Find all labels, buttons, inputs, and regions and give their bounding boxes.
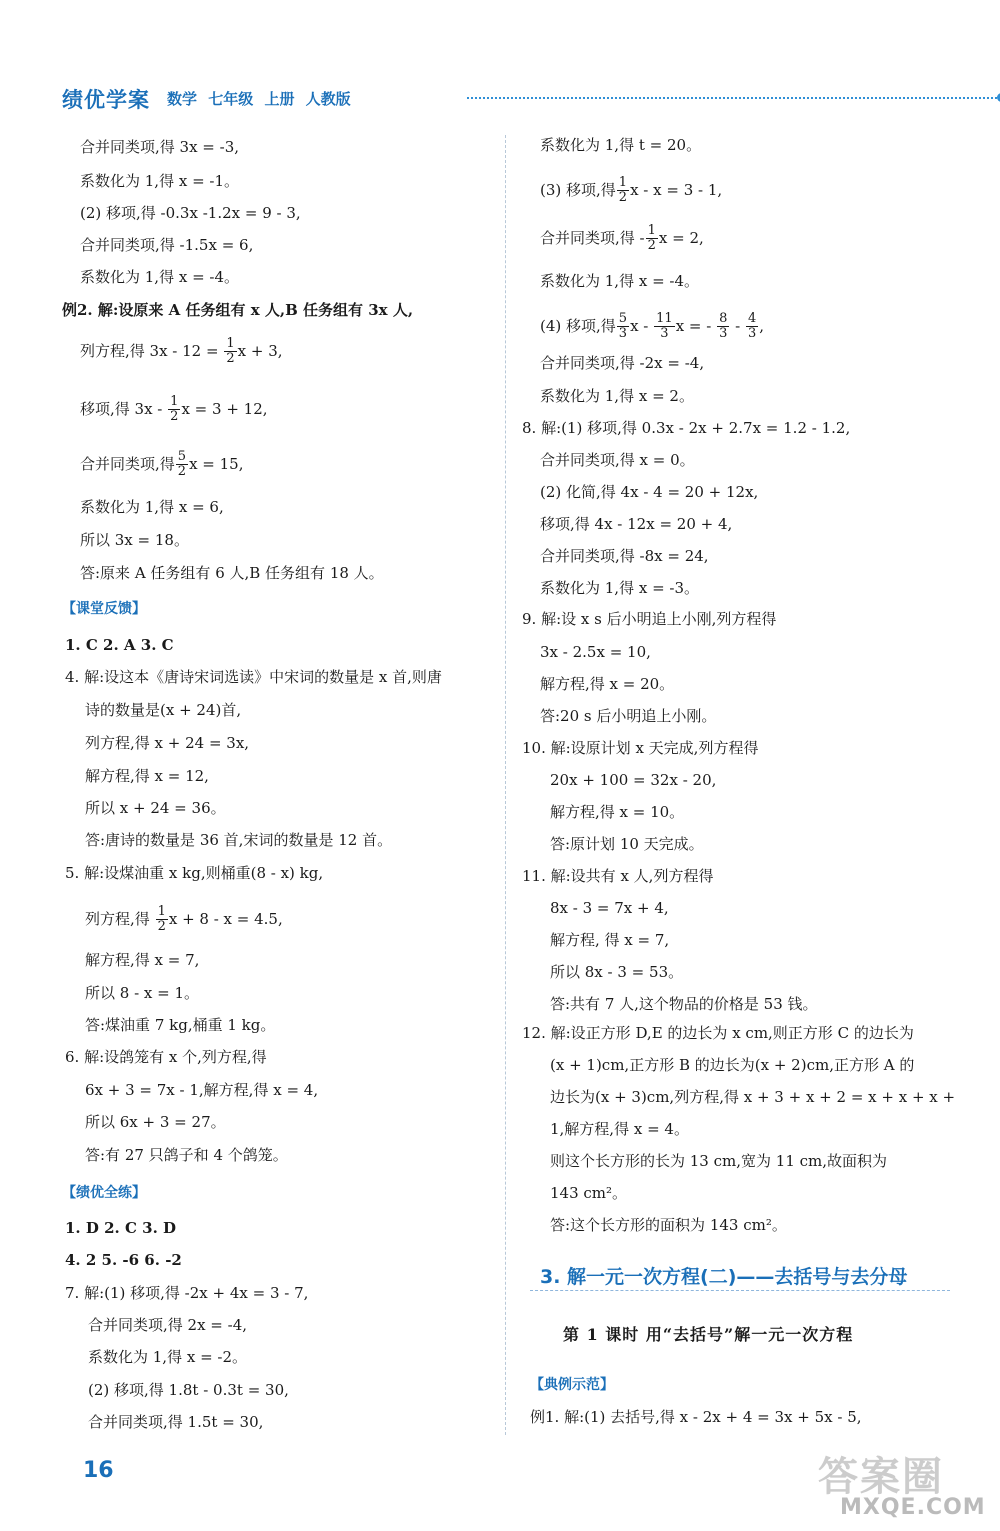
header-subtitle: 数学 七年级 上册 人教版 [167, 90, 351, 108]
text-line: 系数化为 1,得 t = 20。 [540, 136, 702, 154]
fraction-numerator: 11 [656, 311, 673, 326]
text-line: 1,解方程,得 x = 4。 [550, 1120, 689, 1138]
text-line: 答:20 s 后小明追上小刚。 [540, 707, 717, 725]
text-line: 143 cm²。 [550, 1184, 628, 1202]
text-line: (2) 移项,得 1.8t - 0.3t = 30, [88, 1381, 289, 1399]
watermark-text: 答案圈 [818, 1454, 944, 1500]
text-line: 7. 解:(1) 移项,得 -2x + 4x = 3 - 7, [65, 1284, 309, 1302]
text-fragment: 列方程,得 3x - 12 = [80, 341, 224, 360]
text-line: 系数化为 1,得 x = -4。 [540, 272, 700, 290]
answer-line: 1. D 2. C 3. D [65, 1219, 177, 1237]
equation-line [540, 224, 704, 254]
fraction [646, 224, 658, 254]
page-header [62, 84, 952, 114]
fraction-numerator: 5 [618, 311, 628, 326]
text-line: 移项,得 4x - 12x = 20 + 4, [540, 515, 733, 533]
answer-line: 1. C 2. A 3. C [65, 636, 174, 654]
text-line: 5. 解:设煤油重 x kg,则桶重(8 - x) kg, [65, 864, 324, 882]
section-3-underline [530, 1290, 950, 1291]
text-line: 合并同类项,得 -8x = 24, [540, 547, 709, 565]
fraction-denominator: 3 [618, 326, 628, 342]
equation-line [85, 905, 283, 935]
header-dotted-rule [467, 97, 997, 99]
fraction-denominator: 2 [647, 238, 656, 254]
fraction-denominator: 2 [177, 464, 187, 480]
text-fragment: x + 3, [237, 341, 283, 360]
fraction-denominator: 3 [719, 326, 728, 342]
text-line: 例1. 解:(1) 去括号,得 x - 2x + 4 = 3x + 5x - 5, [530, 1408, 862, 1426]
text-fragment: x - x = 3 - 1, [630, 180, 723, 199]
fraction [746, 312, 758, 342]
fraction [168, 395, 180, 425]
fraction-numerator: 4 [748, 311, 757, 326]
fraction [654, 312, 675, 342]
fraction [176, 450, 188, 480]
fraction-numerator: 5 [177, 449, 187, 464]
text-line: 所以 6x + 3 = 27。 [85, 1113, 226, 1131]
text-line: 合并同类项,得 3x = -3, [80, 138, 240, 156]
fraction-numerator: 1 [647, 223, 656, 238]
text-fragment: (4) 移项,得 [540, 316, 616, 335]
text-fragment: (3) 移项,得 [540, 180, 616, 199]
text-line: 解方程,得 x = 10。 [550, 803, 685, 821]
text-line: 系数化为 1,得 x = -4。 [80, 268, 240, 286]
fraction [617, 312, 629, 342]
text-line: 边长为(x + 3)cm,列方程,得 x + 3 + x + 2 = x + x + x + [550, 1088, 956, 1106]
fraction-numerator: 1 [170, 394, 179, 409]
text-line: 答:煤油重 7 kg,桶重 1 kg。 [85, 1016, 276, 1034]
equation-line [540, 312, 764, 342]
text-line: 11. 解:设共有 x 人,列方程得 [522, 867, 714, 885]
text-line: 系数化为 1,得 x = 2。 [540, 387, 694, 405]
section-3-title: 3. 解一元一次方程(二)——去括号与去分母 [540, 1266, 908, 1288]
text-fragment: 合并同类项,得 [80, 454, 175, 473]
fraction-denominator: 3 [660, 326, 669, 342]
text-line: 合并同类项,得 x = 0。 [540, 451, 695, 469]
text-fragment: x - [630, 316, 654, 335]
text-line: 合并同类项,得 -2x = -4, [540, 354, 705, 372]
text-line: (x + 1)cm,正方形 B 的边长为(x + 2)cm,正方形 A 的 [550, 1056, 915, 1074]
text-fragment: x = 15, [189, 454, 244, 473]
fraction [224, 337, 236, 367]
text-line: 答:这个长方形的面积为 143 cm²。 [550, 1216, 787, 1234]
lesson-title: 第 1 课时 用“去括号”解一元一次方程 [563, 1325, 854, 1344]
text-line: 答:有 27 只鸽子和 4 个鸽笼。 [85, 1146, 288, 1164]
page-number: 16 [83, 1458, 114, 1483]
text-line: 答:唐诗的数量是 36 首,宋词的数量是 12 首。 [85, 831, 393, 849]
text-fragment: 列方程,得 [85, 909, 150, 928]
text-line: 则这个长方形的长为 13 cm,宽为 11 cm,故面积为 [550, 1152, 888, 1170]
text-fragment: - [730, 316, 745, 335]
text-line: 合并同类项,得 -1.5x = 6, [80, 236, 254, 254]
text-line: 列方程,得 x + 24 = 3x, [85, 734, 250, 752]
text-line: 系数化为 1,得 x = -3。 [540, 579, 700, 597]
text-line: (2) 化简,得 4x - 4 = 20 + 12x, [540, 483, 759, 501]
fraction-denominator: 2 [170, 409, 179, 425]
brand-logo: 绩优学案 [62, 88, 150, 112]
text-fragment: 移项,得 3x - [80, 399, 168, 418]
text-fragment: x = 2, [658, 228, 704, 247]
fraction-numerator: 1 [226, 336, 235, 351]
text-line: (2) 移项,得 -0.3x -1.2x = 9 - 3, [80, 204, 301, 222]
fraction-denominator: 2 [157, 919, 166, 935]
text-line: 4. 解:设这本《唐诗宋词选读》中宋词的数量是 x 首,则唐 [65, 668, 442, 686]
fraction-denominator: 2 [226, 351, 235, 367]
text-line: 合并同类项,得 1.5t = 30, [88, 1413, 264, 1431]
fraction-numerator: 1 [157, 904, 166, 919]
text-line: 系数化为 1,得 x = -2。 [88, 1348, 248, 1366]
text-line: 诗的数量是(x + 24)首, [85, 701, 242, 719]
text-fragment: x + 8 - x = 4.5, [168, 909, 283, 928]
text-line: 解方程, 得 x = 7, [550, 931, 670, 949]
text-line: 系数化为 1,得 x = 6, [80, 498, 224, 516]
text-line: 答:原计划 10 天完成。 [550, 835, 704, 853]
section-typical-examples: 【典例示范】 [530, 1377, 614, 1393]
equation-line [80, 395, 268, 425]
text-line: 答:原来 A 任务组有 6 人,B 任务组有 18 人。 [80, 564, 384, 582]
text-fragment: x = 3 + 12, [181, 399, 268, 418]
fraction [617, 176, 629, 206]
text-line: 6. 解:设鸽笼有 x 个,列方程,得 [65, 1048, 267, 1066]
text-line: 12. 解:设正方形 D,E 的边长为 x cm,则正方形 C 的边长为 [522, 1024, 914, 1042]
text-fragment: , [759, 316, 765, 335]
equation-line [80, 337, 283, 367]
text-line: 所以 3x = 18。 [80, 531, 189, 549]
text-line: 6x + 3 = 7x - 1,解方程,得 x = 4, [85, 1081, 319, 1099]
equation-line [540, 176, 722, 206]
fraction-numerator: 8 [719, 311, 728, 326]
fraction-denominator: 3 [748, 326, 757, 342]
fraction [156, 905, 168, 935]
fraction-denominator: 2 [618, 190, 628, 206]
text-line: 9. 解:设 x s 后小明追上小刚,列方程得 [522, 610, 777, 628]
text-line: 解方程,得 x = 12, [85, 767, 209, 785]
section-classroom-feedback: 【课堂反馈】 [62, 601, 146, 617]
equation-line [80, 450, 243, 480]
text-line: 答:共有 7 人,这个物品的价格是 53 钱。 [550, 995, 818, 1013]
column-divider [505, 135, 506, 1435]
watermark-url: MXQE.COM [840, 1495, 986, 1520]
fraction-numerator: 1 [618, 175, 628, 190]
text-line: 合并同类项,得 2x = -4, [88, 1316, 248, 1334]
text-line: 8. 解:(1) 移项,得 0.3x - 2x + 2.7x = 1.2 - 1.2, [522, 419, 851, 437]
text-line: 20x + 100 = 32x - 20, [550, 771, 717, 789]
watermark-logo [818, 1445, 986, 1525]
text-line: 所以 8 - x = 1。 [85, 984, 200, 1002]
answer-line: 4. 2 5. -6 6. -2 [65, 1251, 182, 1269]
text-line: 8x - 3 = 7x + 4, [550, 899, 669, 917]
text-fragment: x = - [675, 316, 717, 335]
section-excellent-practice: 【绩优全练】 [62, 1185, 146, 1201]
fraction [717, 312, 729, 342]
text-line: 3x - 2.5x = 10, [540, 643, 651, 661]
text-line: 系数化为 1,得 x = -1。 [80, 172, 240, 190]
text-line: 10. 解:设原计划 x 天完成,列方程得 [522, 739, 759, 757]
text-fragment: 合并同类项,得 - [540, 228, 645, 247]
text-line: 解方程,得 x = 20。 [540, 675, 675, 693]
text-line: 所以 8x - 3 = 53。 [550, 963, 684, 981]
text-line: 所以 x + 24 = 36。 [85, 799, 226, 817]
example-2-heading: 例2. 解:设原来 A 任务组有 x 人,B 任务组有 3x 人, [62, 301, 414, 319]
text-line: 解方程,得 x = 7, [85, 951, 200, 969]
